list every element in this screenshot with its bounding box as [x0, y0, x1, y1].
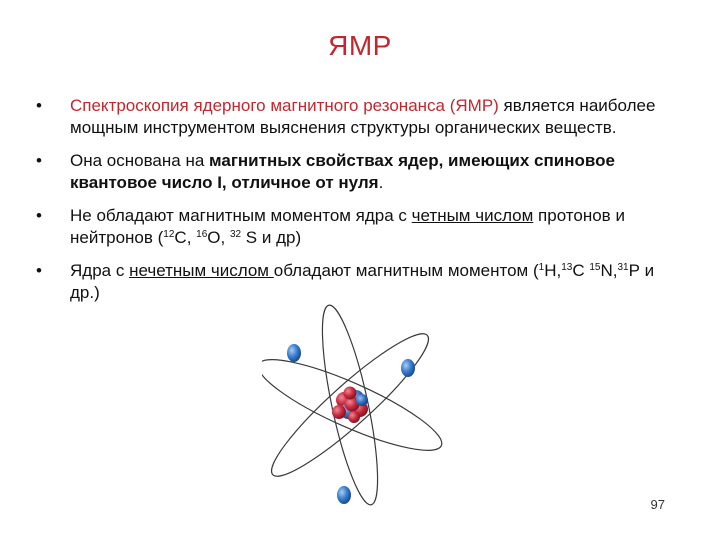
- bullet-marker: •: [36, 261, 42, 280]
- bullet-text: .: [378, 173, 384, 192]
- bullet-marker: •: [36, 151, 42, 170]
- bullet-marker: •: [36, 206, 42, 225]
- isotope-symbol: С: [572, 261, 590, 280]
- isotope-mass: 15: [589, 262, 601, 273]
- atom-icon: [262, 300, 462, 525]
- bullet-text: Она основана на: [70, 151, 210, 170]
- electron-1: [287, 344, 301, 362]
- isotope-mass: 13: [561, 262, 573, 273]
- isotope-mass: 31: [617, 262, 629, 273]
- isotope-symbol: N,: [600, 261, 618, 280]
- bullet-item-3: [36, 205, 676, 249]
- electrons: [287, 344, 415, 504]
- underlined-emphasis: нечетным числом: [129, 261, 274, 280]
- bullet-text: обладают магнитным моментом (: [273, 261, 539, 280]
- isotope-symbol: Н,: [544, 261, 562, 280]
- nmr-definition-term: Спектроскопия ядерного магнитного резонанса (ЯМР): [70, 96, 499, 115]
- isotope-symbol: S и др): [241, 228, 302, 247]
- bullet-list: [36, 95, 676, 315]
- bullet-marker: •: [36, 96, 42, 115]
- isotope-symbol: С,: [174, 228, 197, 247]
- bullet-text: Ядра с: [70, 261, 130, 280]
- electron-3: [337, 486, 351, 504]
- bullet-text: является наиболее мощным инструментом выяснения структуры органических веществ.: [70, 96, 656, 137]
- isotope-symbol: Р и др.): [70, 261, 655, 302]
- isotope-symbol: О,: [207, 228, 230, 247]
- isotope-mass: 12: [163, 229, 175, 240]
- bullet-item-2: [36, 150, 676, 194]
- isotope-mass: 32: [229, 229, 242, 240]
- isotope-mass: 16: [196, 229, 208, 240]
- page-number: 97: [650, 497, 665, 512]
- bullet-text: протонов и нейтронов (: [70, 206, 625, 247]
- underlined-emphasis: четным числом: [411, 206, 534, 225]
- bullet-text: Не обладают магнитным моментом ядра с: [70, 206, 412, 225]
- nucleus: [332, 387, 368, 424]
- electron-2: [401, 359, 415, 377]
- bold-emphasis: магнитных свойствах ядер, имеющих спиновое квантовое число I, отличное от нуля: [70, 151, 615, 192]
- isotope-mass: 1: [538, 262, 545, 273]
- bullet-item-4: [36, 260, 676, 304]
- slide-title: ЯМР: [328, 30, 392, 61]
- bullet-item-1: [36, 95, 676, 139]
